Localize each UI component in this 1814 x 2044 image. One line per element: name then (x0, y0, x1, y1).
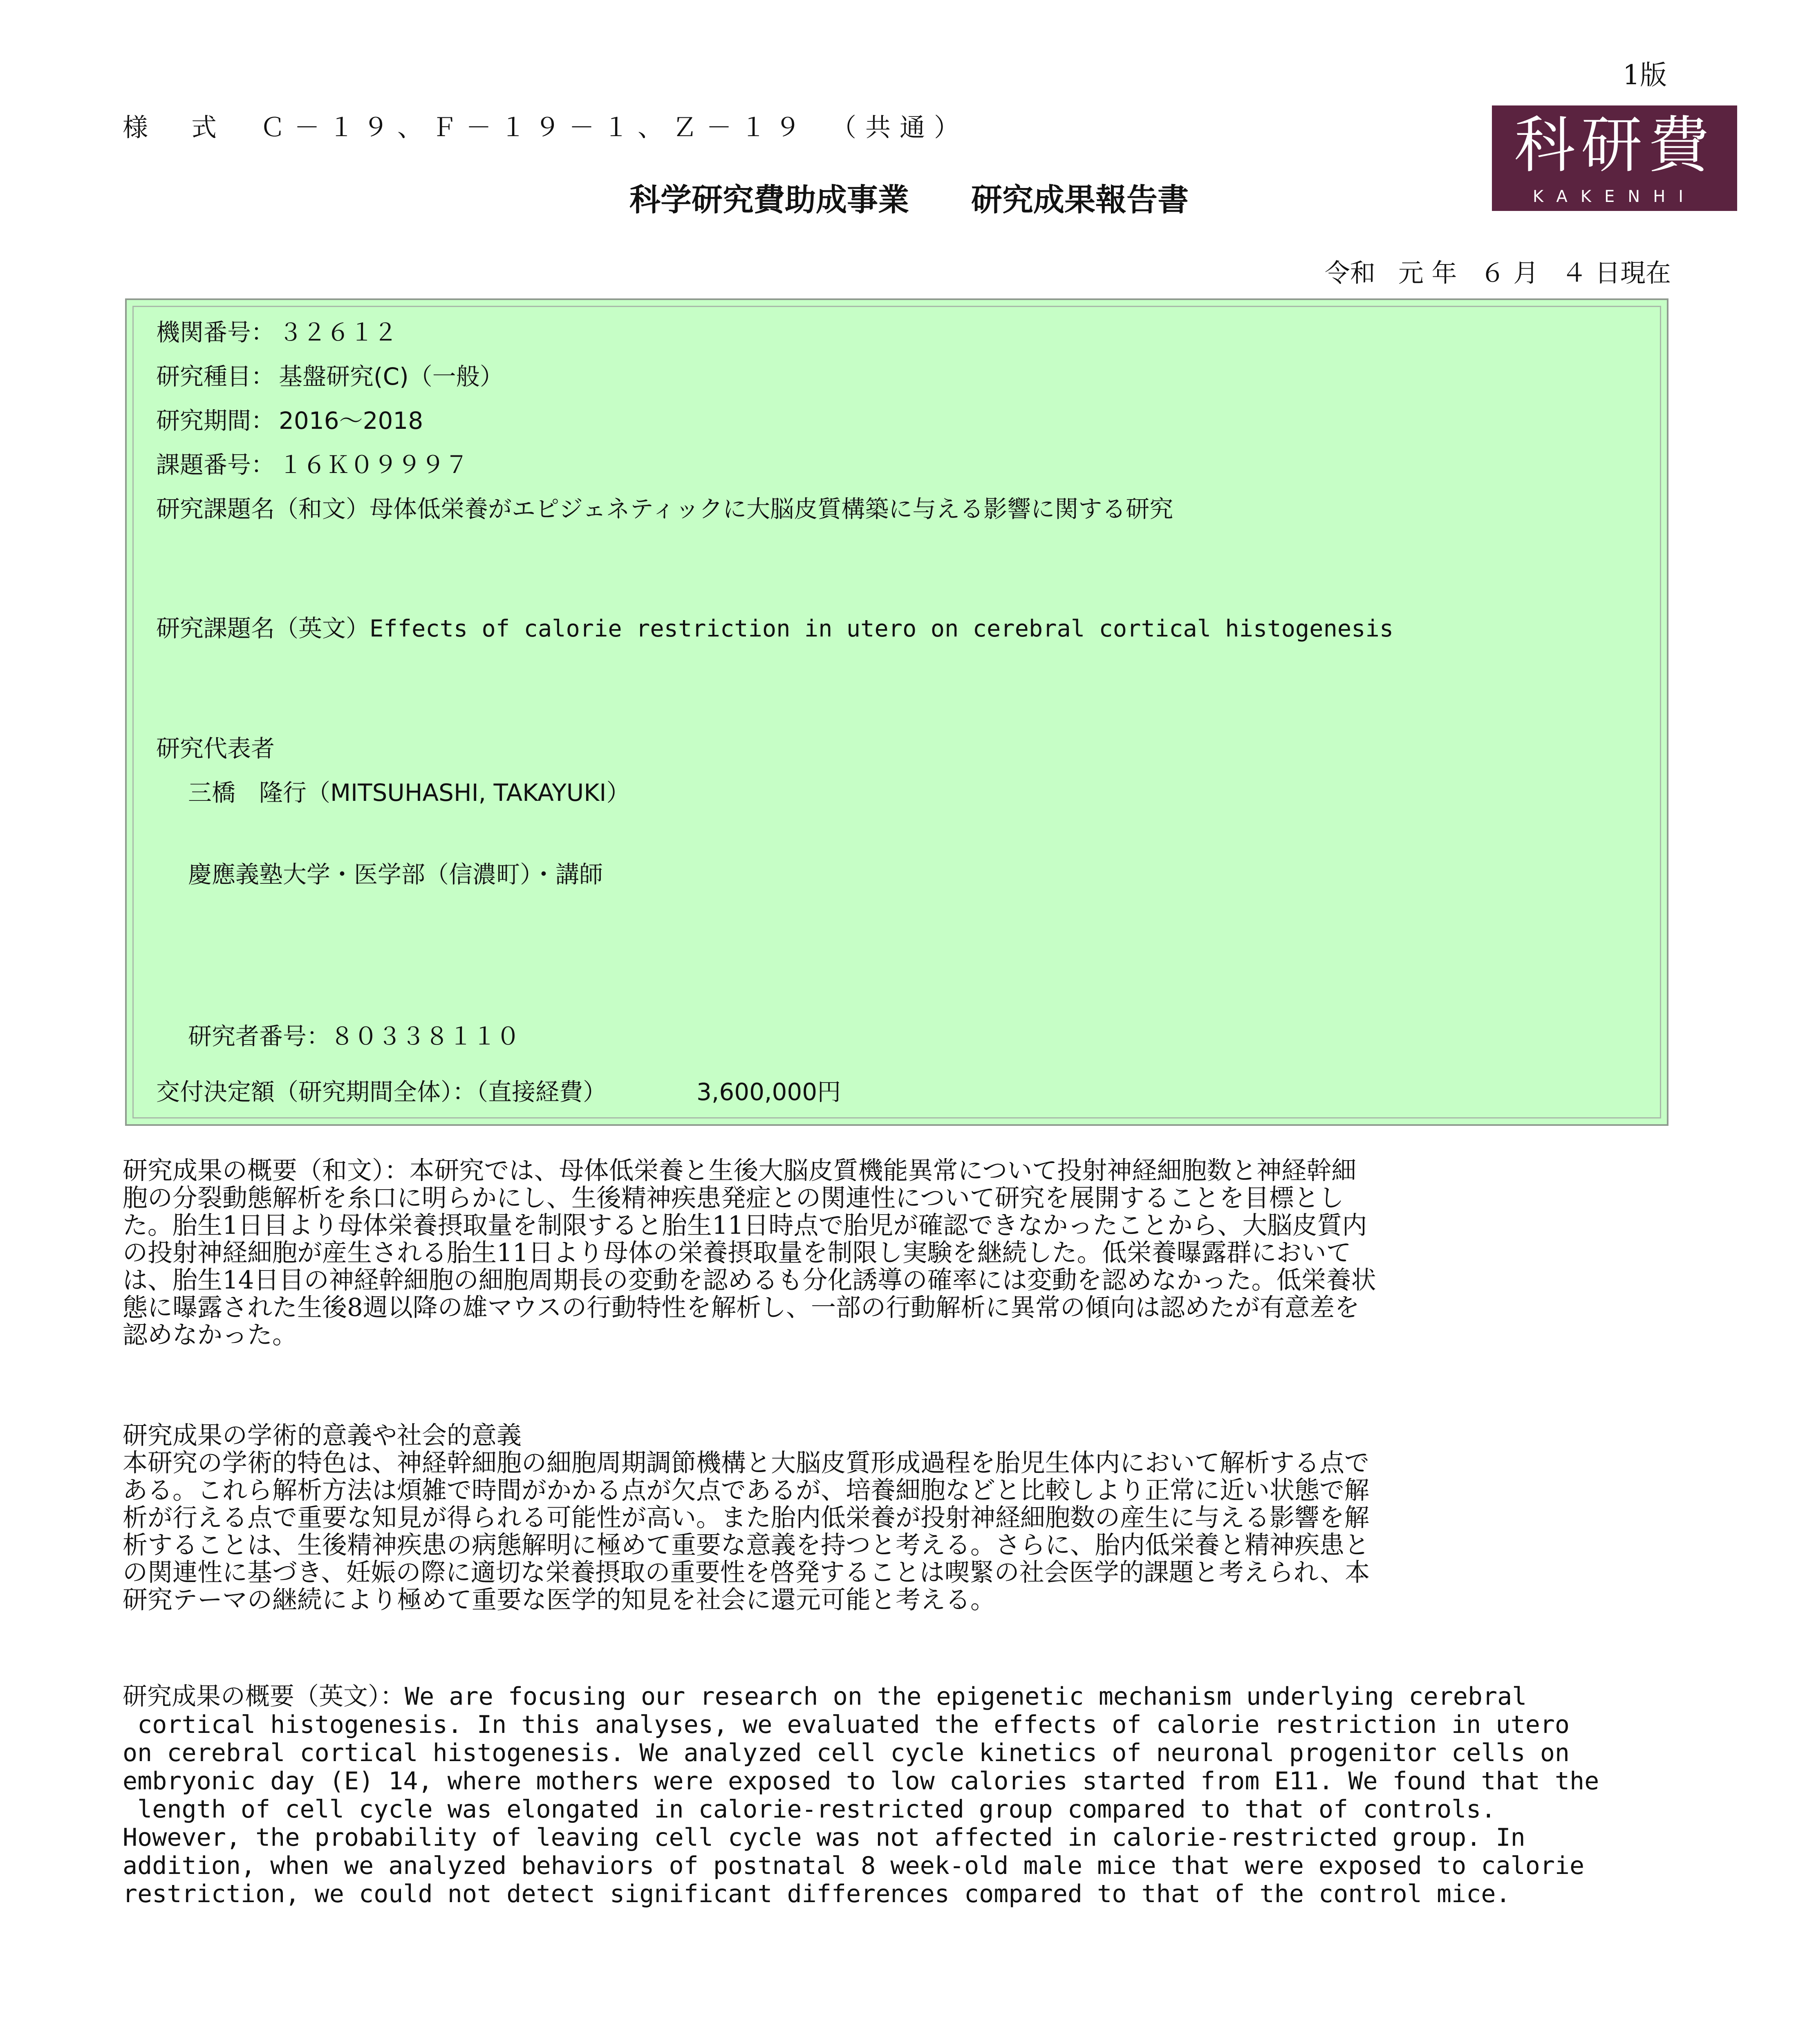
summary-en-line: restriction, we could not detect significant differences compared to that of the control mice. (123, 1880, 1511, 1908)
report-date (1325, 253, 1671, 289)
logo-kanji: 科研費 (1514, 110, 1715, 181)
project-title-ja-label: 研究課題名（和文） (156, 495, 370, 523)
institution-number-value: ３２６１２ (279, 318, 398, 346)
version-label: 1版 (1623, 59, 1667, 91)
institution-number-label: 機関番号： (156, 318, 275, 346)
summary-ja (123, 1157, 1668, 1349)
summary-en-line: addition, when we analyzed behaviors of postnatal 8 week-old male mice that were exposed to calorie (123, 1851, 1585, 1880)
project-info-box (125, 298, 1668, 1126)
summary-ja-line: 認めなかった。 (123, 1320, 298, 1349)
representative-label: 研究代表者 (156, 735, 275, 762)
summary-en-line: length of cell cycle was elongated in calorie-restricted group compared to that of controls. (123, 1795, 1496, 1824)
date-year: 元 年 (1398, 258, 1457, 288)
summary-en-line: cortical histogenesis. In this analyses, we evaluated the effects of calorie restriction in utero (123, 1710, 1570, 1739)
project-title-en (156, 609, 1393, 643)
research-period (156, 401, 423, 436)
researcher-number-label: 研究者番号： (188, 1022, 331, 1050)
significance-line: 研究テーマの継続により極めて重要な医学的知見を社会に還元可能と考える。 (123, 1585, 996, 1614)
research-period-value: 2016～2018 (279, 407, 423, 435)
research-type (156, 357, 504, 392)
summary-en-line: However, the probability of leaving cell cycle was not affected in calorie-restricted group. In (123, 1823, 1525, 1852)
significance-line: 本研究の学術的特色は、神経幹細胞の細胞周期調節機構と大脳皮質形成過程を胎児生体内において解析する点で (123, 1448, 1370, 1477)
summary-ja-line: た。胎生1日目より母体栄養摂取量を制限すると胎生11日時点で胎児が確認できなかったことから、大脳皮質内 (123, 1211, 1367, 1240)
project-title-en-label: 研究課題名（英文） (156, 614, 370, 642)
summary-ja-line: 胞の分裂動態解析を糸口に明らかにし、生後精神疾患発症との関連性について研究を展開することを目標とし (123, 1183, 1344, 1213)
affiliation: 慶應義塾大学・医学部（信濃町）・講師 (188, 861, 603, 888)
grant-amount (156, 1073, 841, 1107)
significance-line: ある。これら解析方法は煩雑で時間がかかる点が欠点であるが、培養細胞などと比較しより正常に近い状態で解 (123, 1476, 1370, 1505)
summary-ja-line: の投射神経細胞が産生される胎生11日より母体の栄養摂取量を制限し実験を継続した。低栄養曝露群において (123, 1238, 1351, 1267)
project-number (156, 446, 468, 480)
summary-en-line: 研究成果の概要（英文）：We are focusing our research on the epigenetic mechanism underlying cerebral (123, 1682, 1527, 1711)
representative-name: 三橋 隆行（MITSUHASHI, TAKAYUKI） (188, 779, 630, 807)
institution-number (156, 313, 397, 347)
project-title-ja-value: 母体低栄養がエピジェネティックに大脳皮質構築に与える影響に関する研究 (370, 495, 1174, 523)
significance (123, 1422, 1668, 1614)
logo-roman: KAKENHI (1532, 187, 1697, 206)
date-day: ４ 日現在 (1561, 258, 1671, 288)
date-month: ６ 月 (1480, 258, 1539, 288)
grant-amount-value: 3,600,000円 (696, 1078, 841, 1106)
project-number-value: １６Ｋ０９９９７ (279, 451, 469, 479)
research-type-label: 研究種目： (156, 363, 275, 390)
summary-en (123, 1683, 1599, 1908)
research-period-label: 研究期間： (156, 407, 275, 435)
researcher-number-value: ８０３３８１１０ (330, 1022, 520, 1050)
significance-line: 析が行える点で重要な知見が得られる可能性が高い。また胎内低栄養が投射神経細胞数の産生に与える影響を解 (123, 1503, 1370, 1532)
significance-line: の関連性に基づき、妊娠の際に適切な栄養摂取の重要性を啓発することは喫緊の社会医学的課題と考えられ、本 (123, 1558, 1370, 1587)
kakenhi-logo (1492, 105, 1737, 211)
summary-en-line: on cerebral cortical histogenesis. We analyzed cell cycle kinetics of neuronal progenitor cells on (123, 1739, 1570, 1767)
project-title-en-value: Effects of calorie restriction in utero on cerebral cortical histogenesis (370, 615, 1394, 642)
page-title: 科学研究費助成事業 研究成果報告書 (629, 182, 1189, 218)
summary-ja-line: 態に曝露された生後8週以降の雄マウスの行動特性を解析し、一部の行動解析に異常の傾向は認めたが有意差を (123, 1293, 1359, 1322)
project-title-ja (156, 490, 1173, 524)
significance-line: 析することは、生後精神疾患の病態解明に極めて重要な意義を持つと考える。さらに、胎内低栄養と精神疾患と (123, 1531, 1370, 1560)
significance-heading: 研究成果の学術的意義や社会的意義 (123, 1421, 522, 1450)
summary-ja-line: 研究成果の概要（和文）：本研究では、母体低栄養と生後大脳皮質機能異常について投射神経細胞数と神経幹細 (123, 1156, 1357, 1185)
researcher-number (188, 1017, 520, 1051)
summary-ja-line: は、胎生14日目の神経幹細胞の細胞周期長の変動を認めるも分化誘導の確率には変動を認めなかった。低栄養状 (123, 1266, 1376, 1295)
form-label: 様 式 Ｃ－１９、Ｆ－１９－１、Ｚ－１９ （共通） (123, 112, 969, 142)
research-type-value: 基盤研究(C)（一般） (279, 363, 504, 390)
grant-amount-label: 交付決定額（研究期間全体）：（直接経費） (156, 1078, 607, 1106)
summary-en-line: embryonic day (E) 14, where mothers were exposed to low calories started from E11. We found that the (123, 1767, 1599, 1795)
project-number-label: 課題番号： (156, 451, 275, 479)
date-era: 令和 (1324, 258, 1375, 288)
